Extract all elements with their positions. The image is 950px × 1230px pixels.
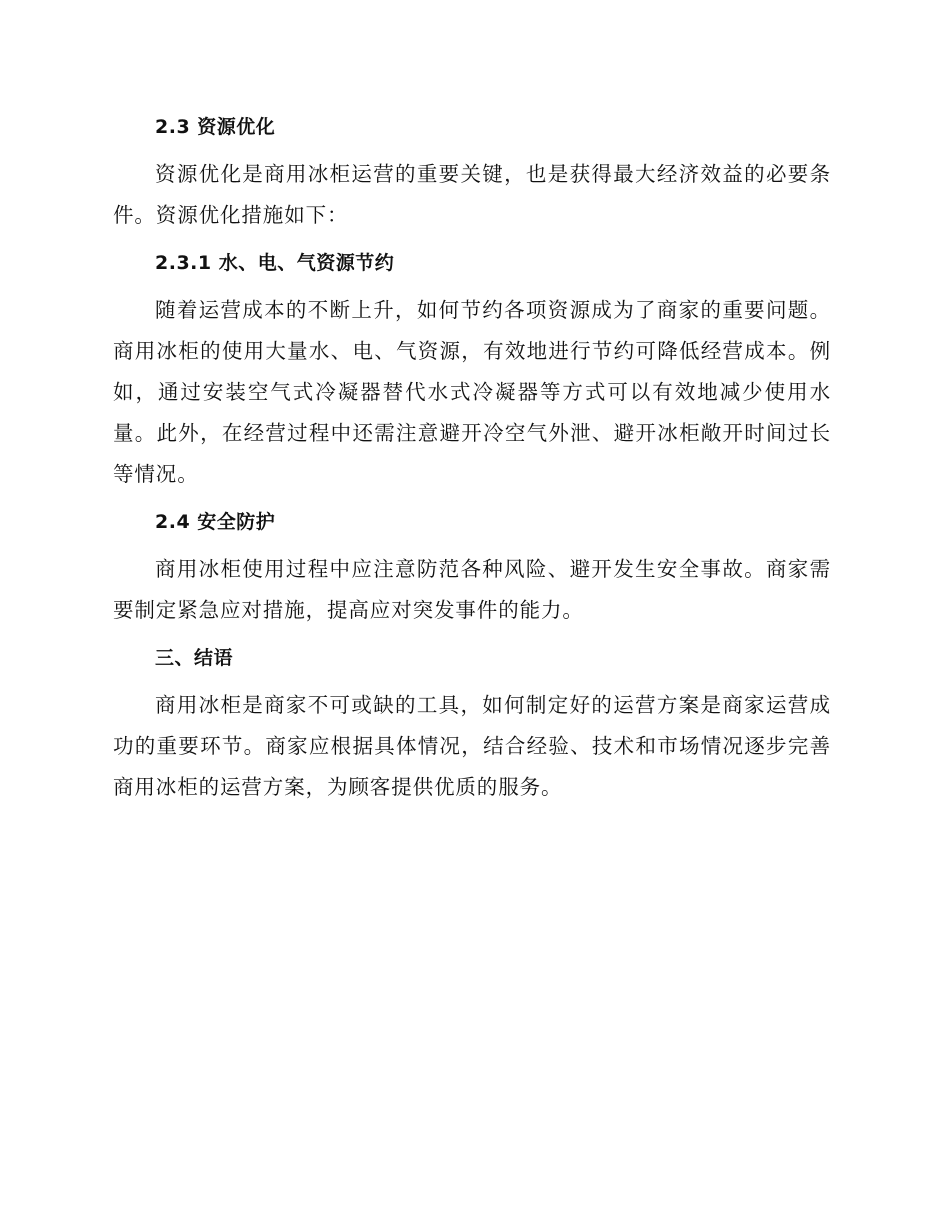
- paragraph-resource-saving: 随着运营成本的不断上升，如何节约各项资源成为了商家的重要问题。商用冰柜的使用大量水、电、气资源，有效地进行节约可降低经营成本。例如，通过安装空气式冷凝器替代水式冷凝器等方式可以有效地减少使用水量。此外，在经营过程中还需注意避开冷空气外泄、避开冰柜敞开时间过长等情况。: [113, 298, 831, 486]
- section-heading-conclusion: 三、结语: [155, 647, 234, 669]
- section-heading-2-3: 2.3 资源优化: [155, 116, 276, 138]
- section-heading-2-3-1: 2.3.1 水、电、气资源节约: [155, 252, 395, 274]
- paragraph-safety-protection: 商用冰柜使用过程中应注意防范各种风险、避开发生安全事故。商家需要制定紧急应对措施，提高应对突发事件的能力。: [113, 557, 831, 622]
- paragraph-resource-optimization: 资源优化是商用冰柜运营的重要关键，也是获得最大经济效益的必要条件。资源优化措施如下：: [113, 162, 831, 227]
- section-heading-2-4: 2.4 安全防护: [155, 511, 276, 533]
- paragraph-conclusion: 商用冰柜是商家不可或缺的工具，如何制定好的运营方案是商家运营成功的重要环节。商家应根据具体情况，结合经验、技术和市场情况逐步完善商用冰柜的运营方案，为顾客提供优质的服务。: [113, 693, 831, 799]
- document-body: [113, 108, 831, 808]
